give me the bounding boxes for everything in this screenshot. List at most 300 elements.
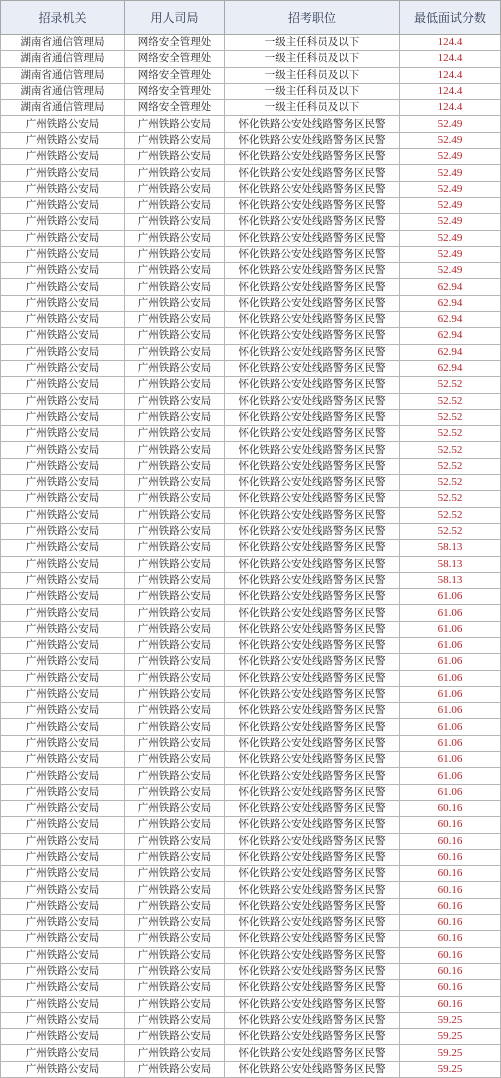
- cell-employing-department: 广州铁路公安局: [125, 572, 225, 588]
- cell-min-interview-score: 52.49: [400, 149, 501, 165]
- cell-position: 怀化铁路公安处线路警务区民警: [225, 523, 400, 539]
- table-row: [1, 344, 501, 360]
- cell-employing-department: 广州铁路公安局: [125, 507, 225, 523]
- cell-min-interview-score: 52.52: [400, 442, 501, 458]
- cell-position: 怀化铁路公安处线路警务区民警: [225, 866, 400, 882]
- table-row: [1, 866, 501, 882]
- cell-recruiting-agency: 广州铁路公安局: [1, 344, 125, 360]
- cell-min-interview-score: 60.16: [400, 898, 501, 914]
- cell-min-interview-score: 59.25: [400, 1045, 501, 1061]
- cell-min-interview-score: 60.16: [400, 915, 501, 931]
- cell-position: 怀化铁路公安处线路警务区民警: [225, 1061, 400, 1077]
- cell-employing-department: 广州铁路公安局: [125, 442, 225, 458]
- cell-min-interview-score: 61.06: [400, 719, 501, 735]
- cell-recruiting-agency: 广州铁路公安局: [1, 377, 125, 393]
- cell-position: 怀化铁路公安处线路警务区民警: [225, 116, 400, 132]
- cell-recruiting-agency: 广州铁路公安局: [1, 458, 125, 474]
- cell-min-interview-score: 52.52: [400, 507, 501, 523]
- table-row: [1, 898, 501, 914]
- cell-recruiting-agency: 广州铁路公安局: [1, 784, 125, 800]
- cell-employing-department: 广州铁路公安局: [125, 295, 225, 311]
- table-row: [1, 51, 501, 67]
- cell-recruiting-agency: 广州铁路公安局: [1, 719, 125, 735]
- cell-recruiting-agency: 广州铁路公安局: [1, 768, 125, 784]
- cell-position: 怀化铁路公安处线路警务区民警: [225, 377, 400, 393]
- cell-employing-department: 网络安全管理处: [125, 67, 225, 83]
- cell-recruiting-agency: 广州铁路公安局: [1, 1045, 125, 1061]
- table-row: [1, 703, 501, 719]
- cell-position: 怀化铁路公安处线路警务区民警: [225, 246, 400, 262]
- table-row: [1, 360, 501, 376]
- cell-employing-department: 广州铁路公安局: [125, 540, 225, 556]
- table-row: [1, 735, 501, 751]
- cell-min-interview-score: 61.06: [400, 784, 501, 800]
- cell-employing-department: 广州铁路公安局: [125, 344, 225, 360]
- cell-recruiting-agency: 广州铁路公安局: [1, 149, 125, 165]
- table-row: [1, 1061, 501, 1077]
- cell-position: 怀化铁路公安处线路警务区民警: [225, 1045, 400, 1061]
- table-row: [1, 442, 501, 458]
- cell-position: 怀化铁路公安处线路警务区民警: [225, 279, 400, 295]
- cell-recruiting-agency: 广州铁路公安局: [1, 442, 125, 458]
- cell-position: 怀化铁路公安处线路警务区民警: [225, 1029, 400, 1045]
- cell-min-interview-score: 52.49: [400, 214, 501, 230]
- cell-recruiting-agency: 广州铁路公安局: [1, 393, 125, 409]
- cell-employing-department: 广州铁路公安局: [125, 197, 225, 213]
- table-row: [1, 328, 501, 344]
- cell-min-interview-score: 60.16: [400, 817, 501, 833]
- cell-employing-department: 广州铁路公安局: [125, 328, 225, 344]
- table-row: [1, 312, 501, 328]
- cell-position: 一级主任科员及以下: [225, 67, 400, 83]
- cell-position: 怀化铁路公安处线路警务区民警: [225, 507, 400, 523]
- cell-position: 怀化铁路公安处线路警务区民警: [225, 947, 400, 963]
- cell-recruiting-agency: 广州铁路公安局: [1, 295, 125, 311]
- cell-min-interview-score: 52.52: [400, 426, 501, 442]
- cell-recruiting-agency: 广州铁路公安局: [1, 572, 125, 588]
- cell-min-interview-score: 52.49: [400, 230, 501, 246]
- cell-min-interview-score: 61.06: [400, 605, 501, 621]
- cell-min-interview-score: 58.13: [400, 572, 501, 588]
- cell-employing-department: 广州铁路公安局: [125, 800, 225, 816]
- cell-recruiting-agency: 广州铁路公安局: [1, 996, 125, 1012]
- table-row: [1, 165, 501, 181]
- table-row: [1, 963, 501, 979]
- cell-min-interview-score: 60.16: [400, 882, 501, 898]
- table-body: [1, 35, 501, 1078]
- cell-recruiting-agency: 广州铁路公安局: [1, 686, 125, 702]
- cell-recruiting-agency: 广州铁路公安局: [1, 866, 125, 882]
- cell-employing-department: 广州铁路公安局: [125, 360, 225, 376]
- cell-employing-department: 广州铁路公安局: [125, 1061, 225, 1077]
- cell-employing-department: 广州铁路公安局: [125, 1029, 225, 1045]
- cell-employing-department: 网络安全管理处: [125, 35, 225, 51]
- header-position: 招考职位: [225, 1, 400, 35]
- cell-min-interview-score: 52.49: [400, 165, 501, 181]
- cell-recruiting-agency: 广州铁路公安局: [1, 328, 125, 344]
- cell-employing-department: 广州铁路公安局: [125, 409, 225, 425]
- cell-recruiting-agency: 广州铁路公安局: [1, 279, 125, 295]
- cell-min-interview-score: 52.49: [400, 246, 501, 262]
- cell-min-interview-score: 59.25: [400, 1061, 501, 1077]
- cell-position: 一级主任科员及以下: [225, 51, 400, 67]
- table-row: [1, 426, 501, 442]
- cell-min-interview-score: 60.16: [400, 947, 501, 963]
- cell-position: 怀化铁路公安处线路警务区民警: [225, 230, 400, 246]
- table-row: [1, 752, 501, 768]
- cell-position: 怀化铁路公安处线路警务区民警: [225, 132, 400, 148]
- cell-recruiting-agency: 广州铁路公安局: [1, 752, 125, 768]
- cell-recruiting-agency: 广州铁路公安局: [1, 409, 125, 425]
- cell-position: 怀化铁路公安处线路警务区民警: [225, 735, 400, 751]
- cell-position: 怀化铁路公安处线路警务区民警: [225, 833, 400, 849]
- cell-employing-department: 广州铁路公安局: [125, 637, 225, 653]
- table-row: [1, 849, 501, 865]
- cell-min-interview-score: 62.94: [400, 312, 501, 328]
- cell-min-interview-score: 52.52: [400, 458, 501, 474]
- cell-employing-department: 广州铁路公安局: [125, 980, 225, 996]
- table-row: [1, 100, 501, 116]
- cell-recruiting-agency: 广州铁路公安局: [1, 426, 125, 442]
- table-row: [1, 719, 501, 735]
- cell-min-interview-score: 61.06: [400, 654, 501, 670]
- cell-employing-department: 广州铁路公安局: [125, 181, 225, 197]
- cell-employing-department: 广州铁路公安局: [125, 686, 225, 702]
- cell-position: 怀化铁路公安处线路警务区民警: [225, 1012, 400, 1028]
- cell-min-interview-score: 60.16: [400, 963, 501, 979]
- cell-employing-department: 广州铁路公安局: [125, 735, 225, 751]
- cell-min-interview-score: 60.16: [400, 866, 501, 882]
- cell-min-interview-score: 61.06: [400, 621, 501, 637]
- table-row: [1, 996, 501, 1012]
- cell-employing-department: 广州铁路公安局: [125, 817, 225, 833]
- cell-position: 怀化铁路公安处线路警务区民警: [225, 931, 400, 947]
- cell-position: 怀化铁路公安处线路警务区民警: [225, 605, 400, 621]
- cell-employing-department: 广州铁路公安局: [125, 491, 225, 507]
- table-row: [1, 589, 501, 605]
- cell-min-interview-score: 124.4: [400, 35, 501, 51]
- cell-position: 怀化铁路公安处线路警务区民警: [225, 426, 400, 442]
- cell-min-interview-score: 124.4: [400, 83, 501, 99]
- table-row: [1, 214, 501, 230]
- table-row: [1, 230, 501, 246]
- cell-position: 怀化铁路公安处线路警务区民警: [225, 295, 400, 311]
- cell-recruiting-agency: 广州铁路公安局: [1, 849, 125, 865]
- cell-recruiting-agency: 广州铁路公安局: [1, 800, 125, 816]
- cell-position: 怀化铁路公安处线路警务区民警: [225, 393, 400, 409]
- cell-recruiting-agency: 广州铁路公安局: [1, 947, 125, 963]
- cell-recruiting-agency: 湖南省通信管理局: [1, 51, 125, 67]
- cell-recruiting-agency: 广州铁路公安局: [1, 132, 125, 148]
- cell-position: 怀化铁路公安处线路警务区民警: [225, 768, 400, 784]
- table-row: [1, 523, 501, 539]
- cell-recruiting-agency: 广州铁路公安局: [1, 605, 125, 621]
- cell-recruiting-agency: 广州铁路公安局: [1, 263, 125, 279]
- cell-employing-department: 网络安全管理处: [125, 83, 225, 99]
- cell-min-interview-score: 60.16: [400, 996, 501, 1012]
- cell-employing-department: 广州铁路公安局: [125, 165, 225, 181]
- cell-recruiting-agency: 广州铁路公安局: [1, 654, 125, 670]
- table-row: [1, 35, 501, 51]
- table-row: [1, 572, 501, 588]
- table-row: [1, 491, 501, 507]
- table-row: [1, 1029, 501, 1045]
- cell-recruiting-agency: 广州铁路公安局: [1, 980, 125, 996]
- header-recruiting-agency: 招录机关: [1, 1, 125, 35]
- cell-position: 怀化铁路公安处线路警务区民警: [225, 360, 400, 376]
- cell-position: 怀化铁路公安处线路警务区民警: [225, 572, 400, 588]
- cell-position: 怀化铁路公安处线路警务区民警: [225, 898, 400, 914]
- cell-position: 怀化铁路公安处线路警务区民警: [225, 686, 400, 702]
- table-row: [1, 654, 501, 670]
- cell-employing-department: 广州铁路公安局: [125, 149, 225, 165]
- cell-employing-department: 广州铁路公安局: [125, 230, 225, 246]
- cell-recruiting-agency: 广州铁路公安局: [1, 589, 125, 605]
- cell-min-interview-score: 58.13: [400, 540, 501, 556]
- cell-recruiting-agency: 广州铁路公安局: [1, 360, 125, 376]
- cell-recruiting-agency: 湖南省通信管理局: [1, 100, 125, 116]
- cell-employing-department: 广州铁路公安局: [125, 654, 225, 670]
- header-min-interview-score: 最低面试分数: [400, 1, 501, 35]
- cell-position: 怀化铁路公安处线路警务区民警: [225, 784, 400, 800]
- cell-position: 怀化铁路公安处线路警务区民警: [225, 556, 400, 572]
- table-row: [1, 768, 501, 784]
- cell-employing-department: 网络安全管理处: [125, 51, 225, 67]
- cell-position: 怀化铁路公安处线路警务区民警: [225, 882, 400, 898]
- table-row: [1, 377, 501, 393]
- cell-employing-department: 广州铁路公安局: [125, 719, 225, 735]
- table-row: [1, 980, 501, 996]
- cell-min-interview-score: 61.06: [400, 589, 501, 605]
- table-row: [1, 1012, 501, 1028]
- table-row: [1, 882, 501, 898]
- cell-recruiting-agency: 广州铁路公安局: [1, 621, 125, 637]
- cell-employing-department: 广州铁路公安局: [125, 279, 225, 295]
- table-row: [1, 263, 501, 279]
- cell-employing-department: 广州铁路公安局: [125, 703, 225, 719]
- cell-position: 怀化铁路公安处线路警务区民警: [225, 637, 400, 653]
- cell-min-interview-score: 124.4: [400, 100, 501, 116]
- cell-recruiting-agency: 广州铁路公安局: [1, 540, 125, 556]
- table-row: [1, 181, 501, 197]
- cell-position: 一级主任科员及以下: [225, 100, 400, 116]
- cell-position: 怀化铁路公安处线路警务区民警: [225, 849, 400, 865]
- cell-min-interview-score: 62.94: [400, 360, 501, 376]
- table-row: [1, 149, 501, 165]
- table-row: [1, 833, 501, 849]
- cell-employing-department: 广州铁路公安局: [125, 963, 225, 979]
- cell-employing-department: 广州铁路公安局: [125, 833, 225, 849]
- cell-position: 怀化铁路公安处线路警务区民警: [225, 328, 400, 344]
- table-row: [1, 246, 501, 262]
- cell-employing-department: 广州铁路公安局: [125, 1045, 225, 1061]
- cell-employing-department: 广州铁路公安局: [125, 752, 225, 768]
- cell-recruiting-agency: 广州铁路公安局: [1, 898, 125, 914]
- cell-employing-department: 广州铁路公安局: [125, 1012, 225, 1028]
- cell-employing-department: 广州铁路公安局: [125, 263, 225, 279]
- cell-recruiting-agency: 广州铁路公安局: [1, 312, 125, 328]
- cell-employing-department: 广州铁路公安局: [125, 475, 225, 491]
- cell-min-interview-score: 58.13: [400, 556, 501, 572]
- table-row: [1, 83, 501, 99]
- cell-min-interview-score: 62.94: [400, 295, 501, 311]
- cell-min-interview-score: 60.16: [400, 849, 501, 865]
- table-row: [1, 458, 501, 474]
- cell-employing-department: 网络安全管理处: [125, 100, 225, 116]
- cell-recruiting-agency: 湖南省通信管理局: [1, 35, 125, 51]
- cell-min-interview-score: 124.4: [400, 51, 501, 67]
- table-row: [1, 279, 501, 295]
- cell-recruiting-agency: 广州铁路公安局: [1, 197, 125, 213]
- cell-employing-department: 广州铁路公安局: [125, 621, 225, 637]
- table-row: [1, 637, 501, 653]
- cell-employing-department: 广州铁路公安局: [125, 996, 225, 1012]
- cell-employing-department: 广州铁路公安局: [125, 866, 225, 882]
- cell-recruiting-agency: 广州铁路公安局: [1, 1029, 125, 1045]
- table-row: [1, 393, 501, 409]
- cell-position: 怀化铁路公安处线路警务区民警: [225, 344, 400, 360]
- cell-employing-department: 广州铁路公安局: [125, 768, 225, 784]
- cell-employing-department: 广州铁路公安局: [125, 784, 225, 800]
- cell-employing-department: 广州铁路公安局: [125, 393, 225, 409]
- cell-position: 怀化铁路公安处线路警务区民警: [225, 312, 400, 328]
- cell-position: 怀化铁路公安处线路警务区民警: [225, 475, 400, 491]
- cell-min-interview-score: 62.94: [400, 344, 501, 360]
- cell-position: 怀化铁路公安处线路警务区民警: [225, 181, 400, 197]
- cell-employing-department: 广州铁路公安局: [125, 589, 225, 605]
- cell-recruiting-agency: 广州铁路公安局: [1, 523, 125, 539]
- cell-position: 一级主任科员及以下: [225, 83, 400, 99]
- cell-min-interview-score: 61.06: [400, 637, 501, 653]
- cell-min-interview-score: 61.06: [400, 670, 501, 686]
- cell-recruiting-agency: 广州铁路公安局: [1, 214, 125, 230]
- cell-position: 怀化铁路公安处线路警务区民警: [225, 703, 400, 719]
- cell-min-interview-score: 61.06: [400, 735, 501, 751]
- table-row: [1, 475, 501, 491]
- table-row: [1, 670, 501, 686]
- cell-position: 怀化铁路公安处线路警务区民警: [225, 409, 400, 425]
- cell-position: 怀化铁路公安处线路警务区民警: [225, 458, 400, 474]
- cell-recruiting-agency: 广州铁路公安局: [1, 915, 125, 931]
- cell-min-interview-score: 52.52: [400, 377, 501, 393]
- table-row: [1, 540, 501, 556]
- cell-position: 怀化铁路公安处线路警务区民警: [225, 540, 400, 556]
- cell-min-interview-score: 61.06: [400, 752, 501, 768]
- cell-recruiting-agency: 广州铁路公安局: [1, 165, 125, 181]
- cell-recruiting-agency: 广州铁路公安局: [1, 491, 125, 507]
- cell-min-interview-score: 124.4: [400, 67, 501, 83]
- cell-recruiting-agency: 广州铁路公安局: [1, 637, 125, 653]
- table-row: [1, 931, 501, 947]
- table-row: [1, 784, 501, 800]
- cell-recruiting-agency: 广州铁路公安局: [1, 181, 125, 197]
- cell-employing-department: 广州铁路公安局: [125, 116, 225, 132]
- cell-recruiting-agency: 广州铁路公安局: [1, 670, 125, 686]
- cell-recruiting-agency: 广州铁路公安局: [1, 507, 125, 523]
- cell-position: 怀化铁路公安处线路警务区民警: [225, 996, 400, 1012]
- cell-position: 怀化铁路公安处线路警务区民警: [225, 197, 400, 213]
- cell-employing-department: 广州铁路公安局: [125, 556, 225, 572]
- table-header: [1, 1, 501, 35]
- cell-min-interview-score: 61.06: [400, 703, 501, 719]
- cell-recruiting-agency: 广州铁路公安局: [1, 963, 125, 979]
- cell-recruiting-agency: 广州铁路公安局: [1, 735, 125, 751]
- cell-min-interview-score: 52.49: [400, 263, 501, 279]
- table-row: [1, 507, 501, 523]
- cell-min-interview-score: 60.16: [400, 980, 501, 996]
- table-row: [1, 132, 501, 148]
- cell-position: 怀化铁路公安处线路警务区民警: [225, 589, 400, 605]
- cell-position: 怀化铁路公安处线路警务区民警: [225, 752, 400, 768]
- cell-recruiting-agency: 广州铁路公安局: [1, 246, 125, 262]
- table-row: [1, 605, 501, 621]
- table-row: [1, 817, 501, 833]
- cell-min-interview-score: 60.16: [400, 800, 501, 816]
- cell-min-interview-score: 52.52: [400, 475, 501, 491]
- cell-recruiting-agency: 广州铁路公安局: [1, 1012, 125, 1028]
- cell-min-interview-score: 59.25: [400, 1012, 501, 1028]
- table-row: [1, 116, 501, 132]
- cell-employing-department: 广州铁路公安局: [125, 915, 225, 931]
- cell-employing-department: 广州铁路公安局: [125, 898, 225, 914]
- cell-employing-department: 广州铁路公安局: [125, 523, 225, 539]
- table-row: [1, 409, 501, 425]
- cell-employing-department: 广州铁路公安局: [125, 947, 225, 963]
- table-row: [1, 915, 501, 931]
- cell-position: 怀化铁路公安处线路警务区民警: [225, 442, 400, 458]
- table-row: [1, 67, 501, 83]
- cell-recruiting-agency: 湖南省通信管理局: [1, 67, 125, 83]
- cell-position: 怀化铁路公安处线路警务区民警: [225, 719, 400, 735]
- cell-employing-department: 广州铁路公安局: [125, 849, 225, 865]
- cell-recruiting-agency: 广州铁路公安局: [1, 1061, 125, 1077]
- cell-employing-department: 广州铁路公安局: [125, 377, 225, 393]
- cell-recruiting-agency: 湖南省通信管理局: [1, 83, 125, 99]
- cell-position: 一级主任科员及以下: [225, 35, 400, 51]
- table-row: [1, 1045, 501, 1061]
- cell-min-interview-score: 62.94: [400, 328, 501, 344]
- cell-recruiting-agency: 广州铁路公安局: [1, 882, 125, 898]
- cell-employing-department: 广州铁路公安局: [125, 132, 225, 148]
- cell-min-interview-score: 52.49: [400, 197, 501, 213]
- cell-recruiting-agency: 广州铁路公安局: [1, 556, 125, 572]
- cell-employing-department: 广州铁路公安局: [125, 426, 225, 442]
- cell-min-interview-score: 59.25: [400, 1029, 501, 1045]
- cell-employing-department: 广州铁路公安局: [125, 246, 225, 262]
- cell-position: 怀化铁路公安处线路警务区民警: [225, 263, 400, 279]
- cell-position: 怀化铁路公安处线路警务区民警: [225, 980, 400, 996]
- cell-position: 怀化铁路公安处线路警务区民警: [225, 915, 400, 931]
- cell-min-interview-score: 61.06: [400, 768, 501, 784]
- header-row: [1, 1, 501, 35]
- cell-employing-department: 广州铁路公安局: [125, 670, 225, 686]
- cell-min-interview-score: 52.52: [400, 491, 501, 507]
- header-employing-department: 用人司局: [125, 1, 225, 35]
- table-row: [1, 556, 501, 572]
- cell-position: 怀化铁路公安处线路警务区民警: [225, 670, 400, 686]
- cell-recruiting-agency: 广州铁路公安局: [1, 817, 125, 833]
- cell-position: 怀化铁路公安处线路警务区民警: [225, 621, 400, 637]
- cell-employing-department: 广州铁路公安局: [125, 312, 225, 328]
- cell-min-interview-score: 52.49: [400, 116, 501, 132]
- table-row: [1, 295, 501, 311]
- cell-recruiting-agency: 广州铁路公安局: [1, 116, 125, 132]
- cell-position: 怀化铁路公安处线路警务区民警: [225, 491, 400, 507]
- cell-recruiting-agency: 广州铁路公安局: [1, 931, 125, 947]
- table-row: [1, 800, 501, 816]
- cell-employing-department: 广州铁路公安局: [125, 214, 225, 230]
- cell-min-interview-score: 52.52: [400, 409, 501, 425]
